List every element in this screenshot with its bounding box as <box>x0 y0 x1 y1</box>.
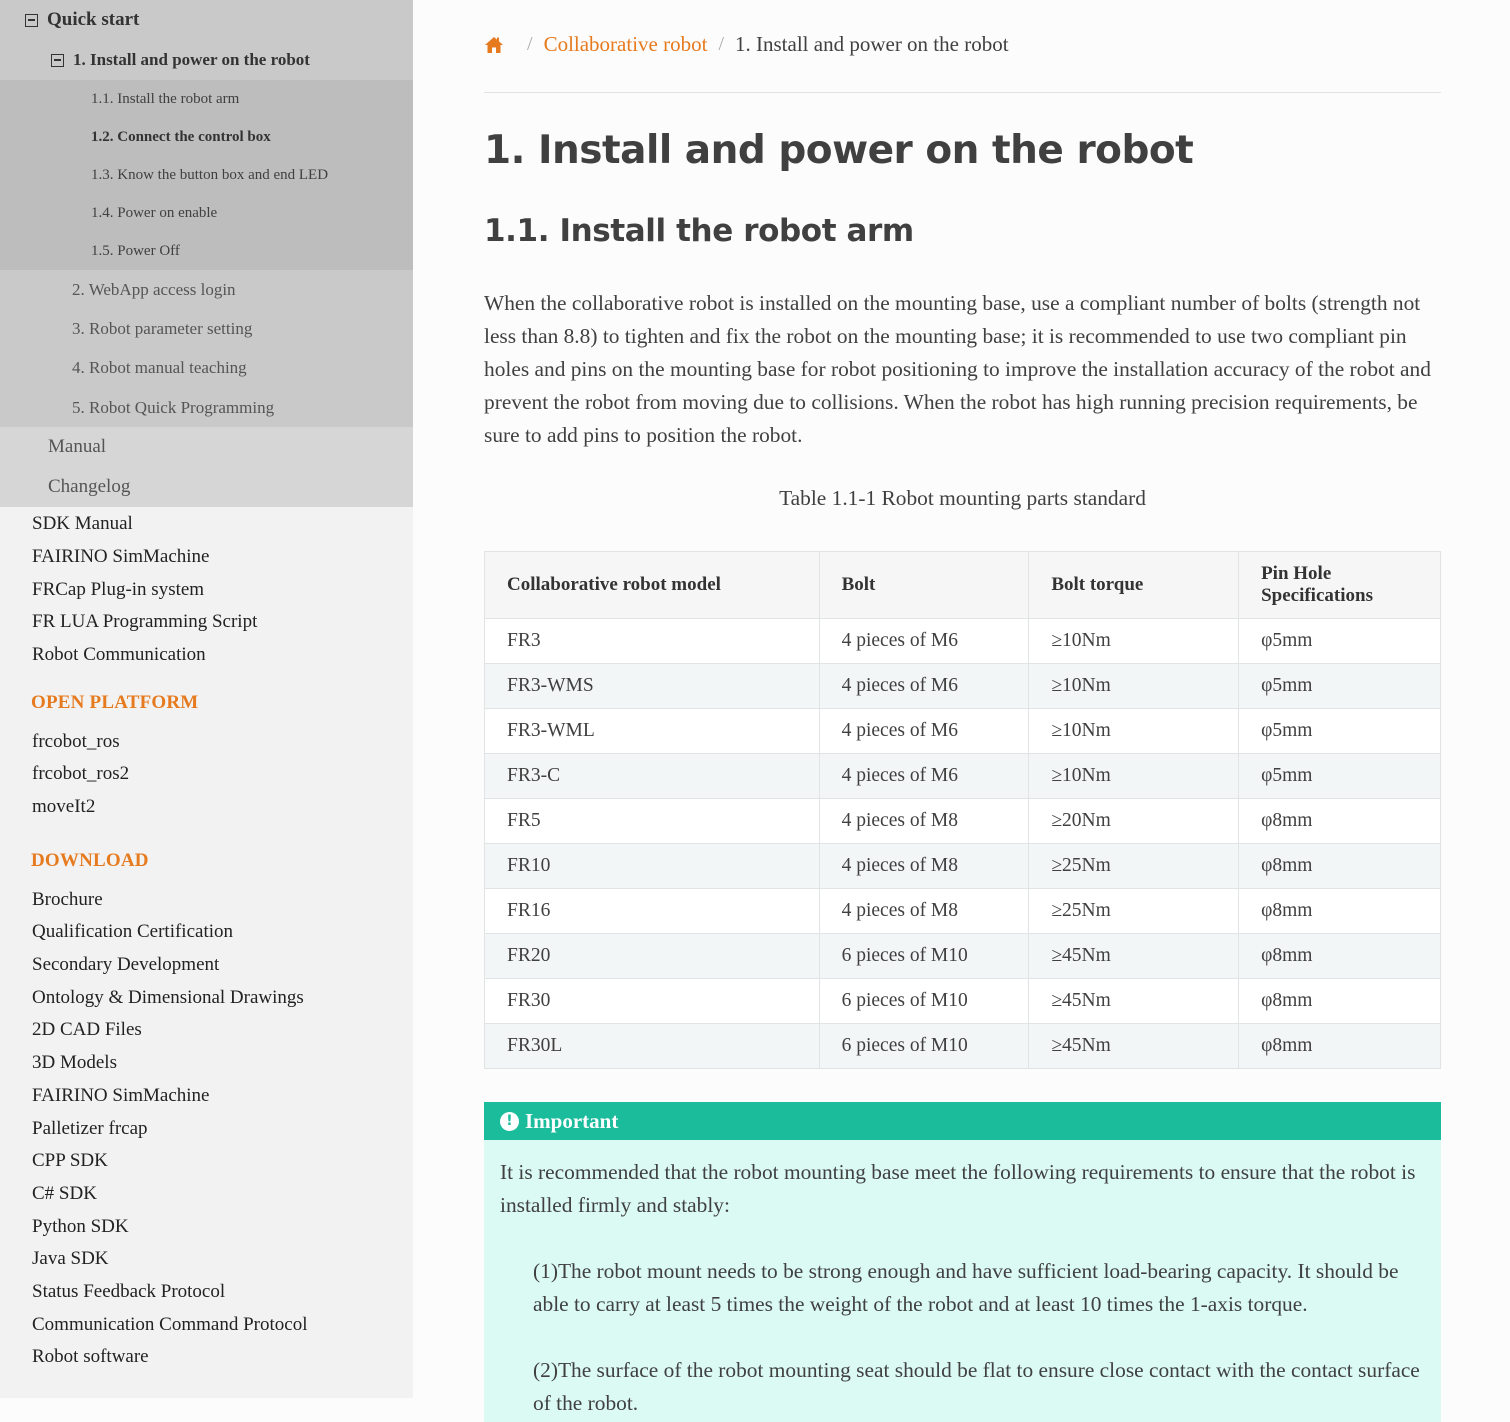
admonition-intro: It is recommended that the robot mounting base meet the following requirements to ensure that the robot is installed firmly and stably: <box>500 1160 1416 1217</box>
sidebar-link-sdk-manual[interactable]: SDK Manual <box>32 513 133 535</box>
download-link[interactable]: FAIRINO SimMachine <box>32 1084 210 1106</box>
requirement-2: (2)The surface of the robot mounting seat should be flat to ensure close contact with the contact surface of the robot. <box>533 1358 1420 1415</box>
table-cell: 4 pieces of M8 <box>819 889 1029 934</box>
table-cell: FR3 <box>485 619 820 664</box>
table-row <box>485 934 1441 979</box>
collapse-icon[interactable] <box>51 54 64 67</box>
table-row <box>485 979 1441 1024</box>
exclamation-icon: ! <box>500 1112 519 1131</box>
download-link[interactable]: Brochure <box>32 888 103 910</box>
requirement-1: (1)The robot mount needs to be strong enough and have sufficient load-bearing capacity. It should be able to carry at least 5 times the weight of the robot and at least 10 times the 1-axis torque. <box>533 1259 1399 1316</box>
sidebar-link-lua[interactable]: FR LUA Programming Script <box>32 611 258 633</box>
download-link[interactable]: CPP SDK <box>32 1150 108 1172</box>
collapse-icon[interactable] <box>25 14 38 27</box>
download-link[interactable]: Ontology & Dimensional Drawings <box>32 986 304 1008</box>
download-link[interactable]: Secondary Development <box>32 954 220 976</box>
table-cell: FR10 <box>485 844 820 889</box>
sidebar-item-label: Manual <box>48 436 107 458</box>
download-link[interactable]: 3D Models <box>32 1052 117 1074</box>
table-row <box>485 619 1441 664</box>
sidebar-item-parameter-setting[interactable] <box>0 309 413 348</box>
table-row <box>485 844 1441 889</box>
column-header-pin-hole: Pin Hole Specifications <box>1239 552 1441 619</box>
table-cell: 4 pieces of M6 <box>819 709 1029 754</box>
sidebar-item-label: 2. WebApp access login <box>72 279 236 299</box>
sidebar-item-quick-start[interactable] <box>0 0 413 40</box>
table-cell: FR3-WML <box>485 709 820 754</box>
sidebar-link-moveit2[interactable]: moveIt2 <box>32 796 96 817</box>
sidebar-item-power-on-enable[interactable] <box>0 194 413 232</box>
home-icon[interactable] <box>484 35 504 55</box>
breadcrumb-link-collaborative-robot[interactable]: Collaborative robot <box>543 32 708 56</box>
table-row <box>485 664 1441 709</box>
table-cell: φ8mm <box>1239 1024 1441 1069</box>
table-cell: φ8mm <box>1239 934 1441 979</box>
table-caption: Table 1.1-1 Robot mounting parts standard <box>779 486 1146 510</box>
column-header-bolt-torque: Bolt torque <box>1029 552 1239 619</box>
table-cell: FR3-WMS <box>485 664 820 709</box>
sidebar-item-label: Changelog <box>48 476 131 498</box>
table-cell: 4 pieces of M6 <box>819 754 1029 799</box>
download-link[interactable]: Communication Command Protocol <box>32 1313 308 1335</box>
sidebar-item-label: 1.4. Power on enable <box>91 204 218 221</box>
table-cell: ≥45Nm <box>1029 1024 1239 1069</box>
sidebar-link-list <box>0 512 413 675</box>
sidebar-item-label: 4. Robot manual teaching <box>72 358 247 378</box>
sidebar-item-label: 1.2. Connect the control box <box>91 128 271 145</box>
install-subsection <box>0 80 413 270</box>
download-link[interactable]: 2D CAD Files <box>32 1019 142 1041</box>
open-platform-caption: OPEN PLATFORM <box>31 691 199 713</box>
sidebar-link-frcap[interactable]: FRCap Plug-in system <box>32 578 205 600</box>
table-cell: ≥25Nm <box>1029 844 1239 889</box>
table-cell: FR5 <box>485 799 820 844</box>
sidebar-item-changelog[interactable] <box>0 467 413 507</box>
sidebar-link-robot-communication[interactable]: Robot Communication <box>32 643 206 665</box>
table-row <box>485 709 1441 754</box>
sidebar-nav <box>0 0 413 1398</box>
table-cell: ≥45Nm <box>1029 934 1239 979</box>
admonition-title: Important <box>525 1108 619 1133</box>
table-cell: φ5mm <box>1239 664 1441 709</box>
breadcrumb <box>484 32 1009 57</box>
important-admonition <box>484 1102 1441 1422</box>
sidebar-item-manual-teaching[interactable] <box>0 349 413 388</box>
sidebar-item-label: 1. Install and power on the robot <box>73 50 310 69</box>
download-link[interactable]: Palletizer frcap <box>32 1117 148 1139</box>
download-link[interactable]: C# SDK <box>32 1182 97 1204</box>
column-header-model: Collaborative robot model <box>485 552 820 619</box>
open-platform-link-list <box>0 730 413 828</box>
breadcrumb-divider <box>484 92 1441 93</box>
table-row <box>485 799 1441 844</box>
table-header-row <box>485 552 1441 619</box>
table-cell: FR30 <box>485 979 820 1024</box>
table-cell: ≥20Nm <box>1029 799 1239 844</box>
table-cell: FR16 <box>485 889 820 934</box>
sidebar-item-install-arm[interactable] <box>0 80 413 118</box>
table-cell: ≥10Nm <box>1029 664 1239 709</box>
sidebar-item-manual[interactable] <box>0 427 413 467</box>
sidebar-item-quick-programming[interactable] <box>0 388 413 427</box>
quick-start-section <box>0 0 413 427</box>
download-link[interactable]: Status Feedback Protocol <box>32 1280 226 1302</box>
table-row <box>485 754 1441 799</box>
table-cell: ≥10Nm <box>1029 709 1239 754</box>
table-cell: ≥25Nm <box>1029 889 1239 934</box>
download-link-list <box>0 888 413 1378</box>
table-cell: 6 pieces of M10 <box>819 934 1029 979</box>
sidebar-item-label: 3. Robot parameter setting <box>72 318 253 338</box>
column-header-bolt: Bolt <box>819 552 1029 619</box>
table-cell: FR30L <box>485 1024 820 1069</box>
sidebar-item-connect-control-box[interactable] <box>0 118 413 156</box>
table-cell: ≥10Nm <box>1029 619 1239 664</box>
table-cell: 6 pieces of M10 <box>819 1024 1029 1069</box>
breadcrumb-separator: / <box>718 33 725 55</box>
table-row <box>485 889 1441 934</box>
table-cell: 4 pieces of M6 <box>819 664 1029 709</box>
sidebar-item-label: 1.5. Power Off <box>91 242 180 259</box>
admonition-body <box>484 1140 1441 1420</box>
table-cell: 4 pieces of M8 <box>819 844 1029 889</box>
table-row <box>485 1024 1441 1069</box>
table-cell: 4 pieces of M6 <box>819 619 1029 664</box>
sidebar-item-label: 1.1. Install the robot arm <box>91 90 240 107</box>
sidebar-item-install-power[interactable] <box>0 40 413 80</box>
download-caption: DOWNLOAD <box>31 849 149 871</box>
mounting-parts-table <box>484 551 1441 1069</box>
download-link[interactable]: Qualification Certification <box>32 921 234 943</box>
table-cell: φ5mm <box>1239 619 1441 664</box>
sidebar-item-label: 5. Robot Quick Programming <box>72 397 275 417</box>
table-cell: FR3-C <box>485 754 820 799</box>
breadcrumb-separator: / <box>527 33 533 55</box>
sidebar-item-label: 1.3. Know the button box and end LED <box>91 166 329 183</box>
sidebar-item-button-box-led[interactable] <box>0 156 413 194</box>
table-cell: φ5mm <box>1239 754 1441 799</box>
breadcrumb-current: 1. Install and power on the robot <box>735 32 1009 56</box>
section-title: 1.1. Install the robot arm <box>484 213 914 249</box>
sidebar-link-simmachine[interactable]: FAIRINO SimMachine <box>32 545 210 567</box>
table-cell: φ5mm <box>1239 709 1441 754</box>
table-cell: FR20 <box>485 934 820 979</box>
table-cell: φ8mm <box>1239 889 1441 934</box>
sidebar-item-webapp-login[interactable] <box>0 270 413 309</box>
sidebar-link-frcobot-ros2[interactable]: frcobot_ros2 <box>32 763 130 785</box>
table-cell: ≥45Nm <box>1029 979 1239 1024</box>
manual-section <box>0 427 413 507</box>
page-title: 1. Install and power on the robot <box>484 128 1194 173</box>
admonition-header <box>484 1102 1441 1140</box>
table-cell: φ8mm <box>1239 799 1441 844</box>
table-cell: φ8mm <box>1239 979 1441 1024</box>
sidebar-link-frcobot-ros[interactable]: frcobot_ros <box>32 730 120 752</box>
sidebar-item-power-off[interactable] <box>0 232 413 270</box>
sidebar-item-label: Quick start <box>47 9 140 30</box>
download-link[interactable]: Robot software <box>32 1346 149 1368</box>
intro-paragraph: When the collaborative robot is installed on the mounting base, use a compliant number of bolts (strength not less than 8.8) to tighten and fix the robot on the mounting base; it is recommended to use two compliant pin holes and pins on the mounting base for robot positioning to improve the installation accuracy of the robot and prevent the robot from moving due to collisions. When the robot has high running precision requirements, be sure to add pins to position the robot. <box>484 291 1431 447</box>
table-cell: ≥10Nm <box>1029 754 1239 799</box>
table-cell: 6 pieces of M10 <box>819 979 1029 1024</box>
table-cell: φ8mm <box>1239 844 1441 889</box>
download-link[interactable]: Java SDK <box>32 1248 109 1270</box>
download-link[interactable]: Python SDK <box>32 1215 129 1237</box>
table-cell: 4 pieces of M8 <box>819 799 1029 844</box>
